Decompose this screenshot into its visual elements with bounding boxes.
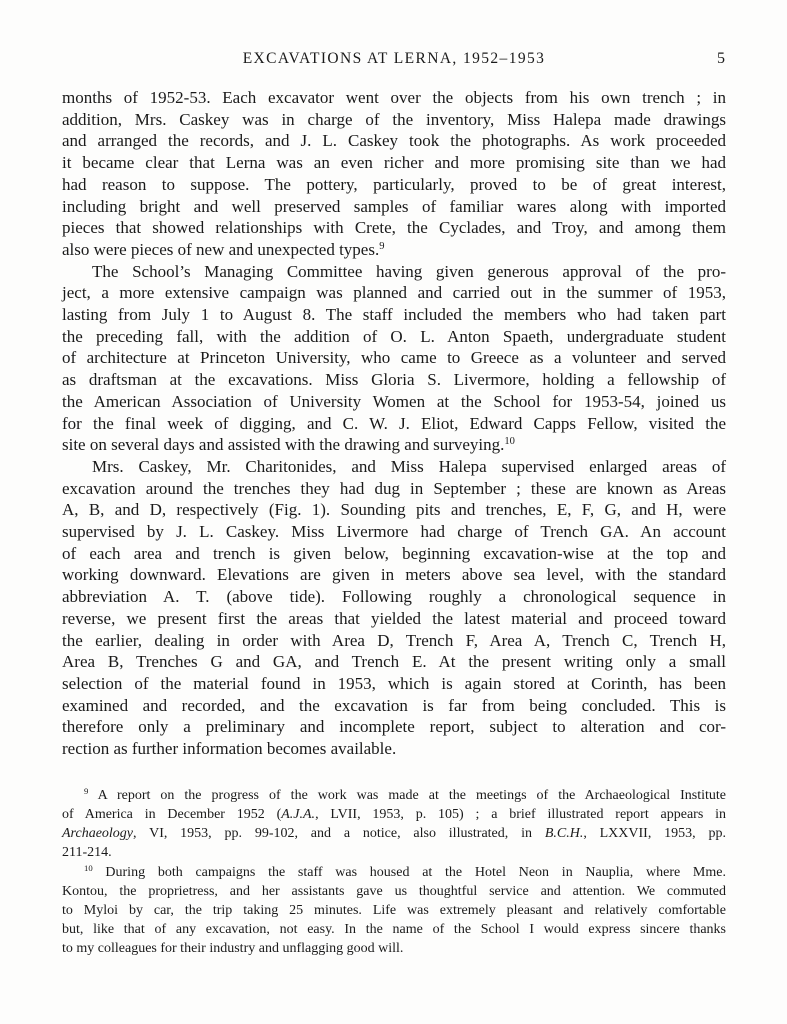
body-line: Mrs. Caskey, Mr. Charitonides, and Miss Halepa supervised enlarged areas of [92, 456, 726, 476]
body-line: the preceding fall, with the addition of O. L. Anton Spaeth, undergraduate student [62, 326, 726, 346]
body-line: selection of the material found in 1953, which is again stored at Corinth, has been [62, 673, 726, 693]
body-line: supervised by J. L. Caskey. Miss Livermore had charge of Trench GA. An account [62, 522, 726, 542]
footnote-line: to Myloi by car, the trip taking 25 minutes. Life was extremely pleasant and relatively comfortable [62, 903, 726, 919]
body-line: it became clear that Lerna was an even richer and more promising site than we had [62, 153, 726, 173]
text-column [62, 50, 726, 959]
page-title: EXCAVATIONS AT LERNA, 1952–1953 [242, 50, 546, 67]
body-line: months of 1952-53. Each excavator went over the objects from his own trench ; in [62, 88, 726, 107]
body-line: reverse, we present first the areas that yielded the latest material and proceed toward [62, 608, 726, 628]
footnote-line: of America in December 1952 (A.J.A., LVII, 1953, p. 105) ; a brief illustrated report appears in [62, 807, 726, 822]
body-line: for the final week of digging, and C. W. J. Eliot, Edward Capps Fellow, visited the [62, 413, 726, 433]
body-line: examined and recorded, and the excavation is far from being concluded. This is [62, 695, 726, 715]
footnote-line: 211-214. [62, 845, 112, 861]
body-line: abbreviation A. T. (above tide). Following roughly a chronological sequence in [62, 587, 726, 607]
footnotes [62, 786, 726, 959]
running-header [62, 50, 726, 72]
footnote-line: $^9$ A report on the progress of the work was made at the meetings of the Archaeological Institute [84, 786, 726, 803]
footnote-line: but, like that of any excavation, not easy. In the name of the School I would express sincere thanks [62, 922, 726, 938]
footnote-line: to my colleagues for their industry and unflagging good will. [62, 941, 404, 957]
body-line: of architecture at Princeton University, who came to Greece as a volunteer and served [62, 348, 726, 368]
body-line: therefore only a preliminary and incomplete report, subject to alteration and cor- [62, 717, 726, 737]
body-text [62, 87, 726, 760]
body-line: The School’s Managing Committee having given generous approval of the pro- [92, 261, 726, 281]
body-line: had reason to suppose. The pottery, particularly, proved to be of great interest, [62, 174, 726, 194]
body-line: Area B, Trenches G and GA, and Trench E. At the present writing only a small [62, 652, 726, 672]
body-line: as draftsman at the excavations. Miss Gloria S. Livermore, holding a fellowship of [62, 370, 726, 390]
body-line: A, B, and D, respectively (Fig. 1). Sounding pits and trenches, E, F, G, and H, were [62, 500, 726, 520]
body-line: rection as further information becomes available. [62, 739, 397, 759]
body-line: including bright and well preserved samples of familiar wares along with imported [62, 196, 726, 216]
footnote-line: $^{10}$ During both campaigns the staff was housed at the Hotel Neon in Nauplia, where Mme. [84, 862, 726, 880]
body-line: ject, a more extensive campaign was planned and carried out in the summer of 1953, [62, 283, 726, 303]
body-line: and arranged the records, and J. L. Caskey took the photographs. As work proceeded [62, 131, 726, 151]
body-line: also were pieces of new and unexpected types.$^9$ [62, 239, 385, 259]
body-line: addition, Mrs. Caskey was in charge of the inventory, Miss Halepa made drawings [62, 109, 726, 129]
body-line: pieces that showed relationships with Crete, the Cyclades, and Troy, and among them [62, 218, 726, 238]
body-line: working downward. Elevations are given in meters above sea level, with the standard [62, 565, 726, 585]
body-line: the earlier, dealing in order with Area D, Trench F, Area A, Trench C, Trench H, [62, 630, 726, 650]
body-line: lasting from July 1 to August 8. The staff included the members who had taken part [62, 305, 726, 325]
footnote-line: Archaeology, VI, 1953, pp. 99-102, and a notice, also illustrated, in B.C.H., LXXVII, 1953, pp. [62, 826, 726, 842]
footnote-line: Kontou, the proprietress, and her assistants gave us thoughtful service and attention. We commuted [62, 883, 726, 899]
body-line: excavation around the trenches they had dug in September ; these are known as Areas [62, 478, 726, 498]
page-number: 5 [717, 50, 725, 67]
body-line: the American Association of University Women at the School for 1953-54, joined us [62, 391, 726, 411]
body-line: site on several days and assisted with the drawing and surveying.$^{10}$ [62, 435, 515, 455]
body-line: of each area and trench is given below, beginning excavation-wise at the top and [62, 543, 726, 563]
